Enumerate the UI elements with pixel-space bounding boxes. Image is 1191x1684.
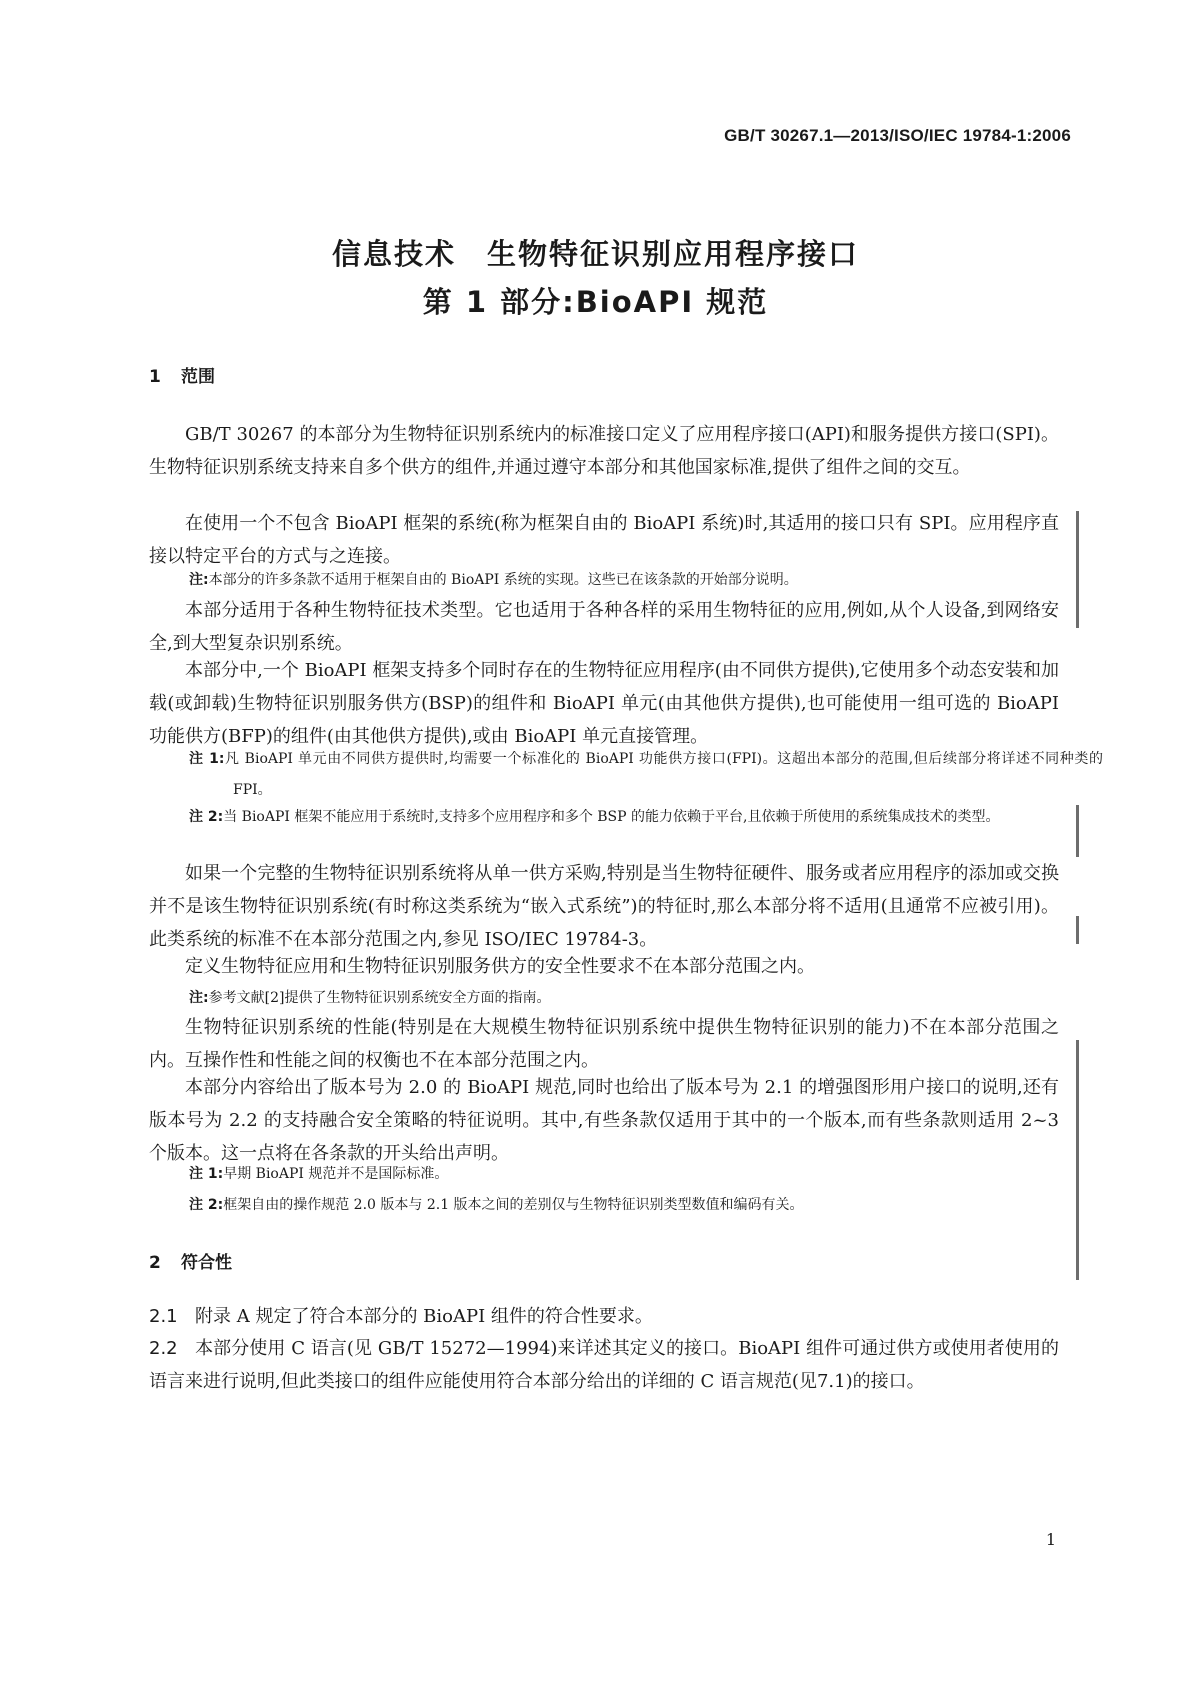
- revision-change-bar: [1076, 805, 1079, 857]
- note-label: 注 2:: [189, 1197, 224, 1213]
- revision-change-bar: [1076, 568, 1079, 628]
- scope-paragraph-4: 本部分中,一个 BioAPI 框架支持多个同时存在的生物特征应用程序(由不同供方提供),它使用多个动态安装和加载(或卸载)生物特征识别服务供方(BSP)的组件和 BioAPI 单元(由其他供方提供),也可能使用一组可选的 BioAPI 功能供方(BFP)的组件(由其他供方提供),或由 BioAPI 单元直接管理。: [149, 660, 1059, 747]
- note-text: 框架自由的操作规范 2.0 版本与 2.1 版本之间的差别仅与生物特征识别类型数值和编码有关。: [223, 1197, 804, 1213]
- scope-note-1-early-spec: [189, 1159, 1059, 1190]
- section-2-heading: [149, 1248, 232, 1273]
- scope-paragraph-7: 生物特征识别系统的性能(特别是在大规模生物特征识别系统中提供生物特征识别的能力)不在本部分范围之内。互操作性和性能之间的权衡也不在本部分范围之内。: [149, 1017, 1059, 1071]
- clause-number: 2.2: [149, 1338, 178, 1359]
- scope-paragraph-2: 在使用一个不包含 BioAPI 框架的系统(称为框架自由的 BioAPI 系统)时,其适用的接口只有 SPI。应用程序直接以特定平台的方式与之连接。: [149, 513, 1059, 567]
- page-number: 1: [1045, 1530, 1056, 1549]
- scope-paragraph-1: GB/T 30267 的本部分为生物特征识别系统内的标准接口定义了应用程序接口(API)和服务提供方接口(SPI)。生物特征识别系统支持来自多个供方的组件,并通过遵守本部分和其他国家标准,提供了组件之间的交互。: [149, 424, 1059, 478]
- note-label: 注:: [189, 990, 209, 1006]
- note-text: 早期 BioAPI 规范并不是国际标准。: [223, 1166, 449, 1182]
- clause-2-1: [149, 1300, 1059, 1333]
- section-1-title: 范围: [181, 367, 215, 387]
- note-text: 凡 BioAPI 单元由不同供方提供时,均需要一个标准化的 BioAPI 功能供方接口(FPI)。这超出本部分的范围,但后续部分将详述不同种类的 FPI。: [224, 751, 1103, 798]
- note-label: 注 2:: [189, 809, 224, 825]
- document-identifier: GB/T 30267.1—2013/ISO/IEC 19784-1:2006: [724, 126, 1071, 145]
- revision-change-bar: [1076, 1040, 1079, 1280]
- note-text: 当 BioAPI 框架不能应用于系统时,支持多个应用程序和多个 BSP 的能力依赖于平台,且依赖于所使用的系统集成技术的类型。: [223, 809, 1000, 825]
- note-label: 注:: [189, 572, 209, 588]
- scope-paragraph-3: 本部分适用于各种生物特征技术类型。它也适用于各种各样的采用生物特征的应用,例如,从个人设备,到网络安全,到大型复杂识别系统。: [149, 600, 1059, 654]
- clause-text: 本部分使用 C 语言(见 GB/T 15272—1994)来详述其定义的接口。BioAPI 组件可通过供方或使用者使用的语言来进行说明,但此类接口的组件应能使用符合本部分给出的详细的 C 语言规范(见7.1)的接口。: [149, 1338, 1059, 1392]
- note-text: 本部分的许多条款不适用于框架自由的 BioAPI 系统的实现。这些已在该条款的开始部分说明。: [208, 572, 798, 588]
- scope-note-framework-free: [189, 565, 1059, 596]
- scope-paragraph-8: 本部分内容给出了版本号为 2.0 的 BioAPI 规范,同时也给出了版本号为 2.1 的增强图形用户接口的说明,还有版本号为 2.2 的支持融合安全策略的特征说明。其中,有些条款仅适用于其中的一个版本,而有些条款则适用 2~3 个版本。这一点将在各条款的开头给出声明。: [149, 1077, 1059, 1164]
- section-1-number: 1: [149, 367, 161, 387]
- note-label: 注 1:: [189, 751, 225, 767]
- revision-change-bar: [1076, 511, 1079, 571]
- section-2-number: 2: [149, 1253, 161, 1273]
- scope-note-security: [189, 983, 1059, 1014]
- document-title-line-1: 信息技术 生物特征识别应用程序接口: [331, 237, 859, 271]
- scope-note-2-platform: [189, 802, 1103, 833]
- clause-2-2: [149, 1332, 1059, 1398]
- revision-change-bar: [1076, 916, 1079, 944]
- scope-paragraph-6: 定义生物特征应用和生物特征识别服务供方的安全性要求不在本部分范围之内。: [185, 956, 815, 977]
- clause-number: 2.1: [149, 1306, 178, 1327]
- scope-paragraph-5: 如果一个完整的生物特征识别系统将从单一供方采购,特别是当生物特征硬件、服务或者应用程序的添加或交换并不是该生物特征识别系统(有时称这类系统为“嵌入式系统”)的特征时,那么本部分将不适用(且通常不应被引用)。此类系统的标准不在本部分范围之内,参见 ISO/IEC 19784-3。: [149, 863, 1059, 950]
- section-1-heading: [149, 362, 215, 387]
- clause-text: 附录 A 规定了符合本部分的 BioAPI 组件的符合性要求。: [195, 1306, 653, 1327]
- note-text: 参考文献[2]提供了生物特征识别系统安全方面的指南。: [208, 990, 551, 1006]
- scope-note-1-fpi: [189, 744, 1103, 806]
- scope-note-2-versions: [189, 1190, 1059, 1221]
- note-label: 注 1:: [189, 1166, 224, 1182]
- document-title-line-2: 第 1 部分:BioAPI 规范: [422, 285, 769, 319]
- section-2-title: 符合性: [181, 1253, 232, 1273]
